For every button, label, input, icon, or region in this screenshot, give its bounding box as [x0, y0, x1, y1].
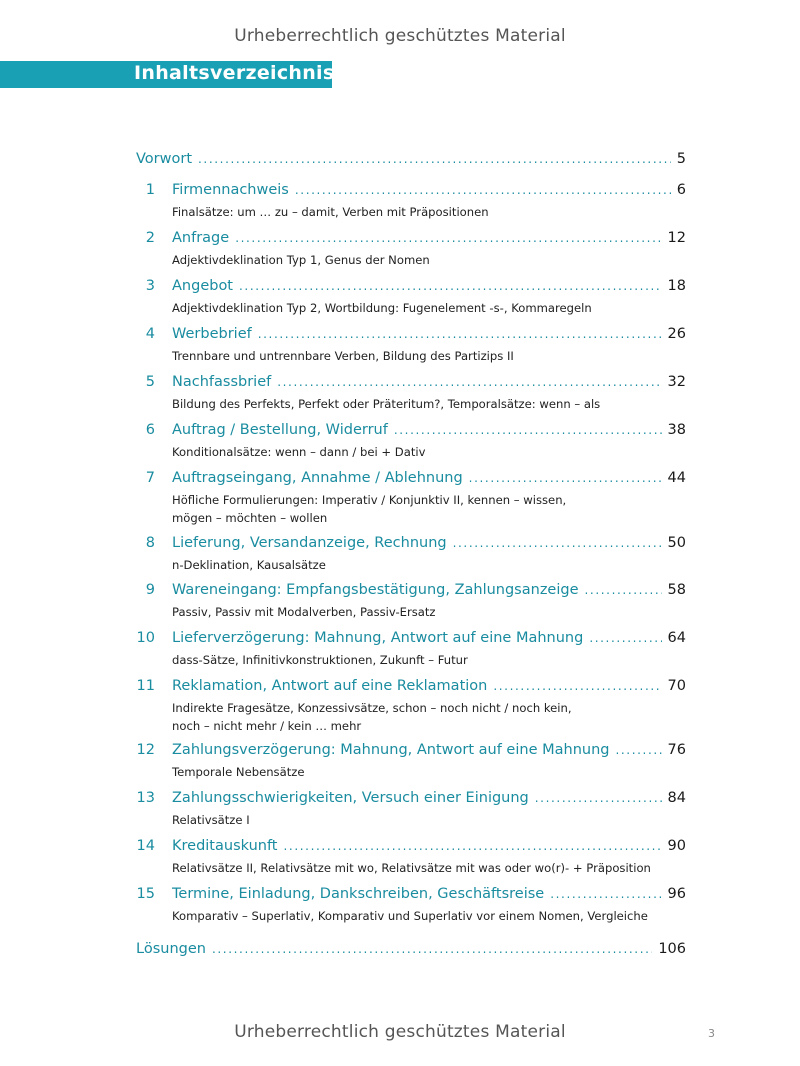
toc-entry-chapter-8[interactable]	[172, 535, 686, 551]
toc-entry-label: Anfrage	[172, 230, 230, 246]
toc-entry-page: 12	[667, 230, 686, 246]
toc-entry-chapter-2[interactable]	[172, 230, 686, 246]
toc-entry-page: 106	[658, 941, 686, 957]
leader-dots	[212, 942, 652, 956]
watermark-top: Urheberrechtlich geschütztes Material	[234, 26, 566, 46]
leader-dots	[284, 839, 662, 853]
toc-entry-label: Firmennachweis	[172, 182, 289, 198]
toc-entry-chapter-12[interactable]	[172, 742, 686, 758]
toc-entry-page: 90	[667, 838, 686, 854]
leader-dots	[585, 583, 662, 597]
toc-entry-chapter-9[interactable]	[172, 582, 686, 598]
chapter-topics: Relativsätze II, Relativsätze mit wo, Relativsätze mit was oder wo(r)- + Präposition	[172, 861, 651, 875]
toc-entry-chapter-4[interactable]	[172, 326, 686, 342]
toc-entry-chapter-11[interactable]	[172, 678, 686, 694]
chapter-number: 5	[145, 374, 155, 390]
chapter-number: 2	[145, 230, 155, 246]
toc-entry-label: Auftragseingang, Annahme / Ablehnung	[172, 470, 463, 486]
toc-entry-label: Kreditauskunft	[172, 838, 278, 854]
chapter-topics: Passiv, Passiv mit Modalverben, Passiv-Ersatz	[172, 605, 436, 619]
chapter-topics: Adjektivdeklination Typ 1, Genus der Nomen	[172, 253, 430, 267]
chapter-topics: n-Deklination, Kausalsätze	[172, 558, 326, 572]
toc-entry-page: 70	[667, 678, 686, 694]
heading-bar	[0, 61, 335, 88]
chapter-topics: Höfliche Formulierungen: Imperativ / Konjunktiv II, kennen – wissen,	[172, 493, 567, 507]
chapter-topics: noch – nicht mehr / kein … mehr	[172, 719, 362, 733]
toc-entry-chapter-10[interactable]	[172, 630, 686, 646]
toc-entry-loesungen[interactable]	[136, 941, 686, 957]
chapter-topics: Relativsätze I	[172, 813, 250, 827]
chapter-number: 13	[136, 790, 155, 806]
toc-entry-label: Lösungen	[136, 941, 206, 957]
chapter-topics: dass-Sätze, Infinitivkonstruktionen, Zukunft – Futur	[172, 653, 468, 667]
toc-entry-page: 64	[667, 630, 686, 646]
chapter-topics: Konditionalsätze: wenn – dann / bei + Dativ	[172, 445, 426, 459]
leader-dots	[295, 183, 671, 197]
toc-entry-label: Termine, Einladung, Dankschreiben, Geschäftsreise	[172, 886, 545, 902]
toc-entry-page: 84	[667, 790, 686, 806]
chapter-topics: Trennbare und untrennbare Verben, Bildung des Partizips II	[172, 349, 514, 363]
leader-dots	[239, 279, 662, 293]
toc-entry-page: 18	[667, 278, 686, 294]
chapter-number: 1	[145, 182, 155, 198]
chapter-number: 10	[136, 630, 155, 646]
chapter-topics: mögen – möchten – wollen	[172, 511, 328, 525]
toc-entry-chapter-15[interactable]	[172, 886, 686, 902]
chapter-number: 4	[145, 326, 155, 342]
toc-entry-page: 26	[667, 326, 686, 342]
leader-dots	[469, 471, 662, 485]
toc-entry-page: 76	[667, 742, 686, 758]
toc-entry-label: Zahlungsverzögerung: Mahnung, Antwort auf eine Mahnung	[172, 742, 610, 758]
page-number: 3	[708, 1027, 715, 1040]
toc-entry-chapter-1[interactable]	[172, 182, 686, 198]
leader-dots	[258, 327, 662, 341]
toc-entry-label: Werbebrief	[172, 326, 252, 342]
chapter-number: 9	[145, 582, 155, 598]
leader-dots	[493, 679, 661, 693]
toc-entry-chapter-14[interactable]	[172, 838, 686, 854]
leader-dots	[235, 231, 661, 245]
toc-entry-page: 32	[667, 374, 686, 390]
chapter-number: 8	[145, 535, 155, 551]
chapter-topics: Bildung des Perfekts, Perfekt oder Präteritum?, Temporalsätze: wenn – als	[172, 397, 601, 411]
toc-entry-chapter-13[interactable]	[172, 790, 686, 806]
toc-entry-page: 50	[667, 535, 686, 551]
chapter-topics: Finalsätze: um … zu – damit, Verben mit Präpositionen	[172, 205, 489, 219]
chapter-number: 14	[136, 838, 155, 854]
toc-entry-label: Reklamation, Antwort auf eine Reklamation	[172, 678, 488, 694]
toc-entry-page: 38	[667, 422, 686, 438]
toc-entry-page: 44	[667, 470, 686, 486]
chapter-number: 6	[145, 422, 155, 438]
leader-dots	[589, 631, 661, 645]
toc-entry-page: 96	[667, 886, 686, 902]
chapter-topics: Indirekte Fragesätze, Konzessivsätze, schon – noch nicht / noch kein,	[172, 701, 572, 715]
leader-dots	[453, 536, 662, 550]
chapter-number: 11	[136, 678, 155, 694]
page-title: Inhaltsverzeichnis	[134, 62, 335, 84]
leader-dots	[277, 375, 661, 389]
toc-entry-chapter-5[interactable]	[172, 374, 686, 390]
toc-entry-page: 6	[676, 182, 686, 198]
chapter-number: 15	[136, 886, 155, 902]
chapter-topics: Adjektivdeklination Typ 2, Wortbildung: Fugenelement -s-, Kommaregeln	[172, 301, 592, 315]
leader-dots	[198, 152, 671, 166]
toc-entry-vorwort[interactable]	[136, 151, 686, 167]
toc-entry-chapter-3[interactable]	[172, 278, 686, 294]
chapter-topics: Temporale Nebensätze	[172, 765, 305, 779]
toc-entry-label: Lieferung, Versandanzeige, Rechnung	[172, 535, 447, 551]
toc-entry-page: 58	[667, 582, 686, 598]
toc-entry-label: Lieferverzögerung: Mahnung, Antwort auf eine Mahnung	[172, 630, 584, 646]
leader-dots	[615, 743, 661, 757]
toc-entry-label: Auftrag / Bestellung, Widerruf	[172, 422, 388, 438]
toc-entry-label: Nachfassbrief	[172, 374, 272, 390]
toc-entry-label: Vorwort	[136, 151, 193, 167]
toc-entry-label: Angebot	[172, 278, 233, 294]
leader-dots	[394, 423, 662, 437]
toc-entry-chapter-6[interactable]	[172, 422, 686, 438]
toc-entry-chapter-7[interactable]	[172, 470, 686, 486]
watermark-bottom: Urheberrechtlich geschütztes Material	[234, 1022, 566, 1042]
chapter-number: 7	[145, 470, 155, 486]
toc-entry-page: 5	[676, 151, 686, 167]
chapter-number: 12	[136, 742, 155, 758]
leader-dots	[550, 887, 661, 901]
toc-entry-label: Zahlungsschwierigkeiten, Versuch einer Einigung	[172, 790, 529, 806]
chapter-number: 3	[145, 278, 155, 294]
toc-entry-label: Wareneingang: Empfangsbestätigung, Zahlungsanzeige	[172, 582, 579, 598]
leader-dots	[535, 791, 662, 805]
chapter-topics: Komparativ – Superlativ, Komparativ und Superlativ vor einem Nomen, Vergleiche	[172, 909, 648, 923]
